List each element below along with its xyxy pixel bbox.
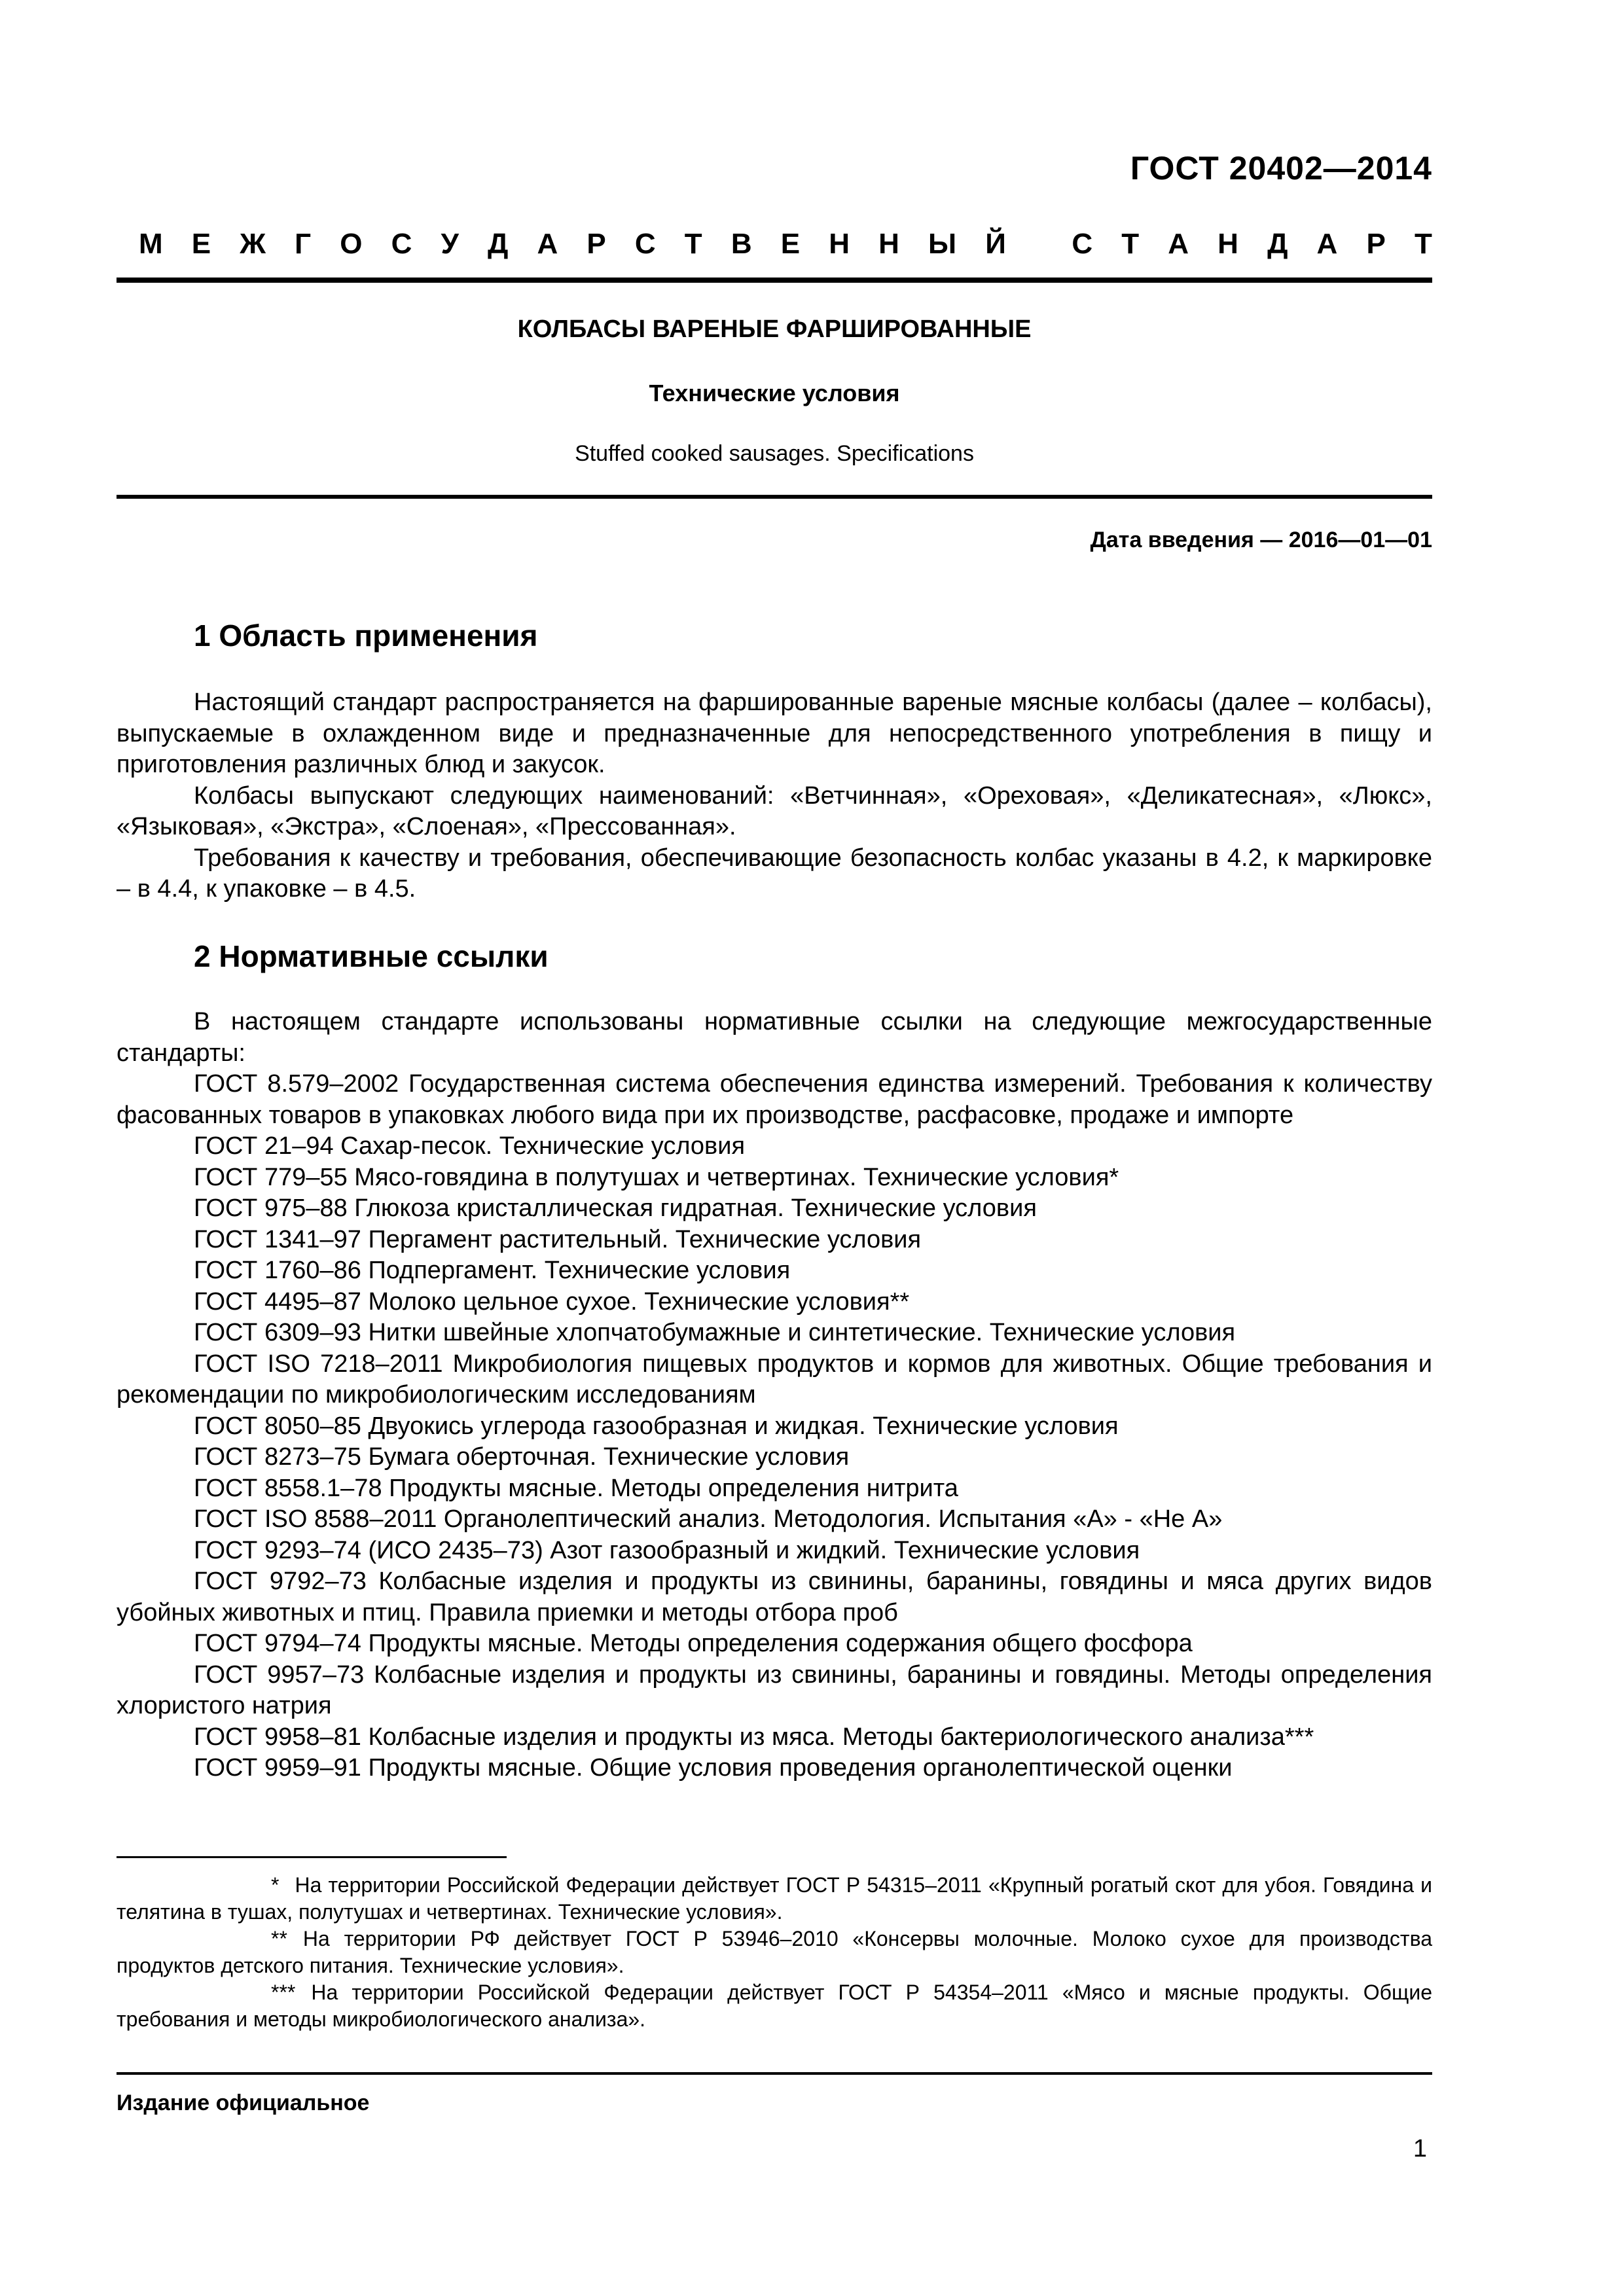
reference-item: ГОСТ 6309–93 Нитки швейные хлопчатобумажные и синтетические. Технические условия <box>194 1319 1236 1346</box>
section-heading-scope: 1 Область применения <box>194 619 538 653</box>
title-rule <box>117 495 1432 499</box>
reference-item: ГОСТ 4495–87 Молоко цельное сухое. Технические условия** <box>194 1287 910 1316</box>
reference-item: ГОСТ 779–55 Мясо-говядина в полутушах и четвертинах. Технические условия* <box>194 1163 1119 1191</box>
footer-rule <box>117 2072 1432 2075</box>
reference-item: ГОСТ 21–94 Сахар-песок. Технические условия <box>194 1132 746 1160</box>
letter: Т <box>1121 228 1140 260</box>
footnote <box>117 1872 1432 1926</box>
letter: Н <box>878 228 899 260</box>
document-title: КОЛБАСЫ ВАРЕНЫЕ ФАРШИРОВАННЫЕ <box>517 315 1032 343</box>
letter: Р <box>586 228 606 260</box>
paragraph: Настоящий стандарт распространяется на фаршированные вареные мясные колбасы (далее – колбасы), выпускаемые в охлажденном виде и предназначенные для непосредственного употребления в пищу и приготовления различных блюд и закусок. <box>117 689 1432 778</box>
reference-item: ГОСТ 1341–97 Пергамент растительный. Технические условия <box>194 1225 922 1253</box>
letter: Т <box>1414 228 1432 260</box>
footnote-mark: ** <box>271 1927 287 1950</box>
letter: О <box>340 228 363 260</box>
letter: Н <box>1218 228 1238 260</box>
footnote <box>117 1979 1432 2033</box>
header-rule <box>117 278 1432 283</box>
footnote-mark: *** <box>271 1981 296 2004</box>
reference-item: ГОСТ 9792–73 Колбасные изделия и продукты из свинины, баранины, говядины и мяса других видов убойных животных и птиц. Правила приемки и методы отбора проб <box>117 1568 1432 1626</box>
section-scope-body <box>117 687 1432 905</box>
letter: Ж <box>240 228 266 260</box>
footnote-mark: * <box>271 1873 280 1897</box>
reference-item: ГОСТ 8558.1–78 Продукты мясные. Методы определения нитрита <box>194 1474 958 1502</box>
reference-item: ГОСТ 9958–81 Колбасные изделия и продукты из мяса. Методы бактериологического анализа*** <box>194 1723 1314 1751</box>
letter: Й <box>985 228 1006 260</box>
paragraph: Колбасы выпускают следующих наименований: «Ветчинная», «Ореховая», «Деликатесная», «Люкс», «Языковая», «Экстра», «Слоеная», «Прессованная». <box>117 781 1432 840</box>
letter: Е <box>191 228 211 260</box>
letter: Р <box>1366 228 1386 260</box>
letter: Д <box>488 228 509 260</box>
letter: А <box>1316 228 1338 260</box>
reference-item: ГОСТ 9293–74 (ИСО 2435–73) Азот газообразный и жидкий. Технические условия <box>194 1536 1140 1564</box>
document-code: ГОСТ 20402—2014 <box>1130 150 1432 187</box>
letter: А <box>1168 228 1189 260</box>
reference-item: ГОСТ 8273–75 Бумага оберточная. Технические условия <box>194 1443 850 1471</box>
letter: А <box>537 228 558 260</box>
footnote-separator <box>117 1856 507 1858</box>
letter: М <box>139 228 163 260</box>
paragraph: В настоящем стандарте использованы нормативные ссылки на следующие межгосударственные стандарты: <box>117 1008 1432 1067</box>
reference-item: ГОСТ 9957–73 Колбасные изделия и продукты из свинины, баранины и говядины. Методы определения хлористого натрия <box>117 1660 1432 1719</box>
footnote-text: На территории РФ действует ГОСТ Р 53946–2010 «Консервы молочные. Молоко сухое для производства продуктов детского питания. Технические условия». <box>117 1927 1432 1977</box>
paragraph: Требования к качеству и требования, обеспечивающие безопасность колбас указаны в 4.2, к маркировке – в 4.4, к упаковке – в 4.5. <box>117 844 1432 903</box>
english-title: Stuffed cooked sausages. Specifications <box>575 441 974 466</box>
reference-item: ГОСТ 8050–85 Двуокись углерода газообразная и жидкая. Технические условия <box>194 1412 1119 1440</box>
letter: Ы <box>928 228 957 260</box>
letter: Г <box>295 228 312 260</box>
reference-item: ГОСТ 1760–86 Подпергамент. Технические условия <box>194 1257 791 1284</box>
introduction-date: Дата введения — 2016—01—01 <box>1090 528 1432 552</box>
reference-item: ГОСТ 9794–74 Продукты мясные. Методы определения содержания общего фосфора <box>194 1630 1193 1657</box>
letter: Т <box>684 228 702 260</box>
reference-item: ГОСТ ISO 7218–2011 Микробиология пищевых продуктов и кормов для животных. Общие требования и рекомендации по микробиологическим исследованиям <box>117 1350 1432 1408</box>
section-normative-refs-body <box>117 1007 1432 1784</box>
section-heading-normative-refs: 2 Нормативные ссылки <box>194 939 549 973</box>
document-page <box>117 0 1432 2296</box>
official-edition-label: Издание официальное <box>117 2090 370 2115</box>
letter: С <box>391 228 412 260</box>
letter: С <box>1072 228 1093 260</box>
reference-item: ГОСТ 9959–91 Продукты мясные. Общие условия проведения органолептической оценки <box>194 1754 1233 1782</box>
page-number: 1 <box>1413 2135 1427 2162</box>
footnotes <box>117 1872 1432 2033</box>
letter: С <box>634 228 656 260</box>
document-subtitle: Технические условия <box>649 380 900 406</box>
letter: В <box>731 228 752 260</box>
letter: Е <box>780 228 801 260</box>
reference-item: ГОСТ 975–88 Глюкоза кристаллическая гидратная. Технические условия <box>194 1194 1037 1222</box>
footnote-text: На территории Российской Федерации действует ГОСТ Р 54315–2011 «Крупный рогатый скот для убоя. Говядина и телятина в тушах, полутушах и четвертинах. Технические условия». <box>117 1873 1432 1924</box>
reference-item: ГОСТ ISO 8588–2011 Органолептический анализ. Методология. Испытания «А» - «Не А» <box>194 1505 1223 1533</box>
footnote <box>117 1926 1432 1979</box>
footnote-text: На территории Российской Федерации действует ГОСТ Р 54354–2011 «Мясо и мясные продукты. Общие требования и методы микробиологического анализа». <box>117 1981 1432 2031</box>
reference-item: ГОСТ 8.579–2002 Государственная система обеспечения единства измерений. Требования к количеству фасованных товаров в упаковках любого вида при их производстве, расфасовке, продаже и импорте <box>117 1070 1432 1129</box>
interstate-standard-banner <box>139 228 1432 260</box>
letter: Д <box>1267 228 1288 260</box>
word-gap <box>1035 228 1043 260</box>
letter: Н <box>829 228 850 260</box>
letter: У <box>441 228 459 260</box>
